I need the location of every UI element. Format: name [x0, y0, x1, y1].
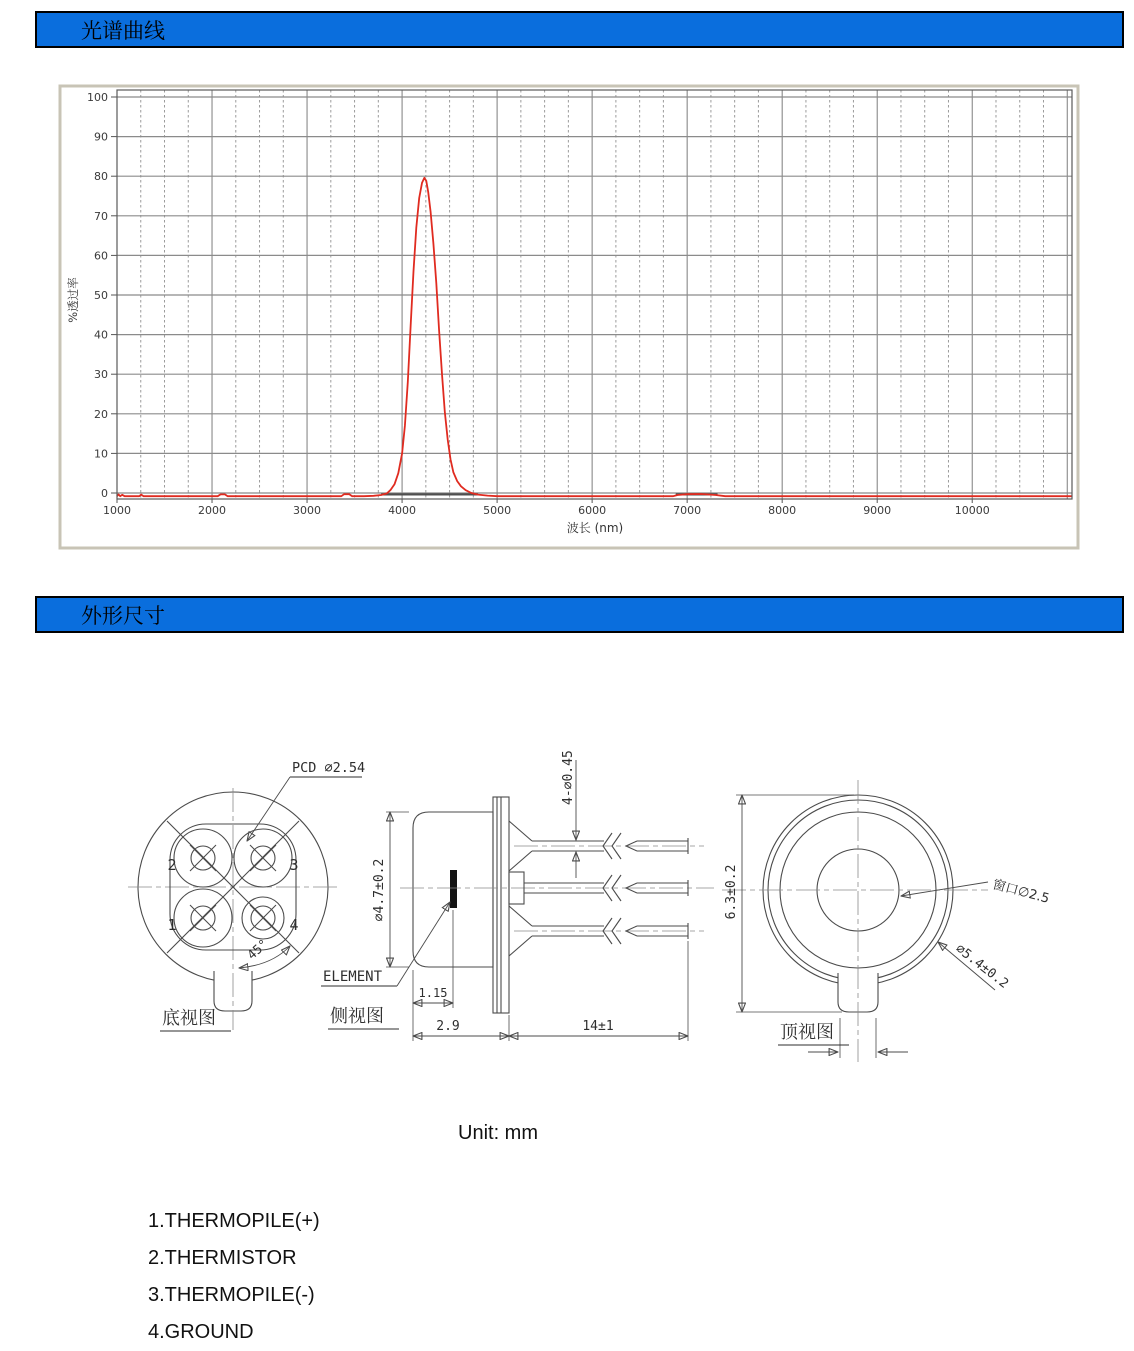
- top-view-label: 顶视图: [780, 1022, 834, 1043]
- svg-text:2000: 2000: [198, 504, 227, 517]
- svg-text:0: 0: [101, 487, 108, 500]
- svg-text:6000: 6000: [578, 504, 607, 517]
- pcd-dimension-label: PCD ∅2.54: [292, 760, 366, 776]
- sensing-element: [450, 870, 457, 908]
- lead-diameter-label: 4-∅0.45: [561, 750, 576, 805]
- svg-text:10000: 10000: [954, 504, 990, 517]
- pin-number-4: 4: [289, 916, 299, 934]
- svg-text:4000: 4000: [388, 504, 417, 517]
- side-view: [321, 750, 714, 1041]
- body-diameter-label: ∅4.7±0.2: [372, 858, 387, 922]
- svg-text:10: 10: [94, 447, 108, 461]
- svg-text:20: 20: [94, 407, 108, 421]
- pinout-item-4: 4.GROUND: [148, 1321, 254, 1343]
- svg-text:80: 80: [94, 170, 108, 184]
- pin-4: [242, 897, 284, 939]
- svg-text:60: 60: [94, 249, 108, 263]
- section-header-outline-dimensions: [35, 596, 1124, 633]
- section-title-dimensions: 外形尺寸: [81, 603, 165, 628]
- body-length-label: 2.9: [436, 1019, 460, 1034]
- pinout-list: [148, 1203, 320, 1351]
- section-title-spectral: 光谱曲线: [81, 18, 165, 43]
- pinout-item-2: 2.THERMISTOR: [148, 1247, 297, 1269]
- svg-text:5000: 5000: [483, 504, 512, 517]
- pin-2: [174, 829, 232, 887]
- element-offset-label: 1.15: [418, 986, 448, 1000]
- lead-length-label: 14±1: [582, 1019, 614, 1034]
- outline-dimension-drawing: [0, 700, 1134, 1130]
- top-view: [722, 780, 1051, 1062]
- bottom-view-label: 底视图: [162, 1008, 216, 1029]
- spectral-transmittance-chart: [0, 0, 1134, 580]
- svg-text:70: 70: [94, 209, 108, 223]
- pin-number-1: 1: [167, 916, 177, 934]
- y-axis-title: %透过率: [66, 277, 80, 323]
- overall-height-label: 6.3±0.2: [724, 864, 739, 920]
- angle-dimension-label: 45°: [243, 935, 271, 963]
- x-axis-title: 波长 (nm): [566, 521, 624, 535]
- svg-text:30: 30: [94, 368, 108, 382]
- svg-text:50: 50: [94, 289, 108, 302]
- svg-text:9000: 9000: [863, 504, 892, 517]
- svg-text:100: 100: [87, 91, 108, 104]
- outer-diameter-label: ∅5.4±0.2: [952, 941, 1012, 992]
- pin-3: [234, 829, 292, 887]
- element-label: ELEMENT: [323, 969, 383, 985]
- unit-note: Unit: mm: [458, 1122, 538, 1144]
- svg-text:7000: 7000: [673, 504, 702, 517]
- side-view-label: 侧视图: [330, 1006, 384, 1027]
- pin-number-2: 2: [167, 856, 177, 874]
- pinout-item-1: 1.THERMOPILE(+): [148, 1210, 320, 1232]
- svg-text:90: 90: [94, 130, 108, 144]
- bottom-view: [128, 760, 365, 1031]
- pinout-item-3: 3.THERMOPILE(-): [148, 1284, 315, 1306]
- pin-number-3: 3: [289, 856, 299, 874]
- svg-text:8000: 8000: [768, 504, 797, 517]
- svg-text:40: 40: [94, 328, 108, 342]
- window-diameter-label: 窗口∅2.5: [990, 877, 1051, 907]
- svg-text:1000: 1000: [103, 504, 131, 517]
- svg-text:3000: 3000: [293, 504, 322, 517]
- pin-1: [174, 889, 232, 947]
